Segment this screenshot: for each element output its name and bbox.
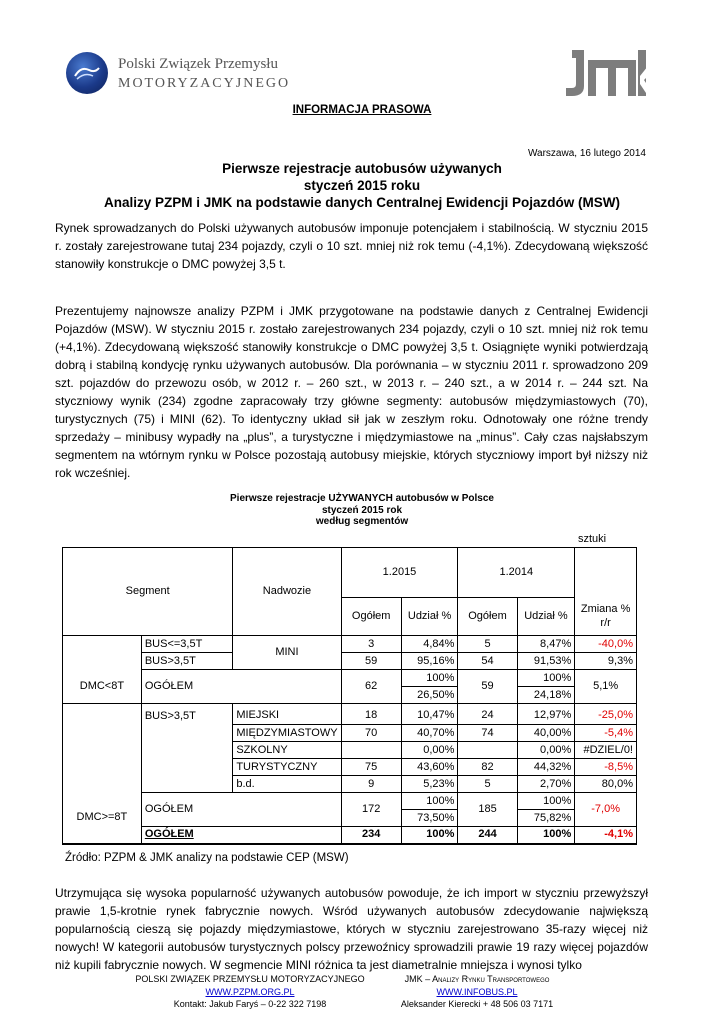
subtotal-label: OGÓŁEM [141,793,233,827]
cell: 100% [401,670,458,687]
cell: 44,32% [517,759,575,776]
header-2014: 1.2014 [458,548,575,598]
cell: 82 [458,759,517,776]
title-line-3: Analizy PZPM i JMK na podstawie danych Centralnej Ewidencji Pojazdów (MSW) [103,195,621,210]
cell: 5,23% [401,776,458,793]
body-empty [141,776,233,793]
segment-dmc8plus: DMC>=8T [63,793,142,844]
cell: 59 [458,670,517,704]
body-empty [141,725,233,742]
segment-dmc8: DMC<8T [63,670,142,704]
title-line-1: Pierwsze rejestracje autobusów używanych [222,161,502,176]
cell: 100% [517,670,575,687]
cell: 4,84% [401,636,458,653]
header-segment: Segment [63,548,233,636]
cell: 24 [458,708,517,725]
cell-change: -7,0% [575,793,637,827]
footer-pzpm [115,973,385,1011]
body-type: MIĘDZYMIASTOWY [233,725,341,742]
cell [341,742,401,759]
pzpm-logo [62,44,291,104]
cell: 73,50% [401,810,458,827]
pzpm-name-line1: Polski Związek Przemysłu [118,56,278,72]
cell: 26,50% [401,687,458,704]
footer-link-jmk[interactable]: WWW.INFOBUS.PL [436,986,518,997]
cell-change: 80,0% [575,776,637,793]
table-title [0,493,724,528]
paragraph-intro: Rynek sprowadzanych do Polski używanych autobusów imponuje potencjałem i stabilnością. W styczniu 2015 r. zostały zarejestrowane tutaj 234 pojazdy, czyli o 10 szt. mniej niż rok temu (-4,1%). Zdecydowaną większość stanowiły konstrukcje o DMC powyżej 3,5 t. [55,221,648,271]
total-cell: 234 [341,827,401,844]
cell: 62 [341,670,401,704]
cell: 172 [341,793,401,827]
cell: 10,47% [401,708,458,725]
segment-dmc8plus-mid [63,725,142,742]
cell: 8,47% [517,636,575,653]
cell: 0,00% [517,742,575,759]
cell-change: 5,1% [575,670,637,704]
cell: 59 [341,653,401,670]
body-type: TURYSTYCZNY [233,759,341,776]
footer-jmk [382,973,572,1011]
cell [458,742,517,759]
cell: 100% [517,793,575,810]
segment-dmc8plus-mid [63,742,142,759]
cell-change: -5,4% [575,725,637,742]
cell: 40,00% [517,725,575,742]
cell: 75 [341,759,401,776]
cell: 70 [341,725,401,742]
title-line-2: styczeń 2015 roku [303,178,421,193]
header-zmiana-top [575,548,637,598]
footer-org-jmk: JMK – Analizy Rynku Transportowego [404,974,550,984]
cell: 185 [458,793,517,827]
cell: 18 [341,708,401,725]
cell: 3 [341,636,401,653]
pzpm-emblem-icon [66,52,108,94]
table-title-line1: Pierwsze rejestracje UŻYWANYCH autobusów w Polsce [230,493,494,504]
body-bus-gt2: BUS>3,5T [141,708,233,725]
cell: 24,18% [517,687,575,704]
cell: 75,82% [517,810,575,827]
body-type: SZKOLNY [233,742,341,759]
cell: 40,70% [401,725,458,742]
release-date: Warszawa, 16 lutego 2014 [527,148,646,159]
header-udzial-2014: Udział % [517,598,575,636]
cell: 12,97% [517,708,575,725]
cell-change: #DZIEL/0! [575,742,637,759]
cell: 95,16% [401,653,458,670]
segment-dmc8-top [63,636,142,653]
cell: 0,00% [401,742,458,759]
subtotal-label: OGÓŁEM [141,670,233,704]
footer-link-pzpm[interactable]: WWW.PZPM.ORG.PL [205,986,295,997]
subtotal-empty [233,670,341,704]
press-release-label: INFORMACJA PRASOWA [292,104,432,116]
paragraph-analysis: Prezentujemy najnowsze analizy PZPM i JMK przygotowane na podstawie danych z Centralnej Ewidencji Pojazdów (MSW). W styczniu 2015 r. zostało zarejestrowanych 234 pojazdy, czyli o 10 szt. mniej niż rok temu (+4,1%). Zdecydowaną większość stanowiły konstrukcje o DMC powyżej 3,5 t. Osiągnięte wyniki potwierdzają dobrą i stabilną kondycję rynku używanych autobusów. Dla porównania – w styczniu 2011 r. sprowadzono 209 szt. pojazdów do przewozu osób, w 2012 r. – 260 szt., w 2013 r. – 240 szt., a w 2014 r. – 244 szt. Na styczniowy wynik (234) zgodne zapracowały trzy główne segmenty: autobusów międzymiastowych (70), turystycznych (75) i MINI (62). To identyczny układ sił jak w zeszłym roku. Odnotowały one różne trendy sprzedaży – minibusy wypadły na „plus”, a turystyczne i międzymiastowe na „minus”. Cały czas najsłabszym segmentem na wtórnym rynku w Polsce pozostają autobusy miejskie, których styczniowy import był niższy niż rok wcześniej. [55,304,648,480]
header-ogolem-2015: Ogółem [341,598,401,636]
cell: 5 [458,776,517,793]
table-unit: sztuki [578,533,607,545]
total-cell: 100% [517,827,575,844]
segment-dmc8-mid [63,653,142,670]
cell: 43,60% [401,759,458,776]
header-nadwozie: Nadwozie [233,548,341,636]
header-ogolem-2014: Ogółem [458,598,517,636]
footer-org-pzpm: POLSKI ZWIĄZEK PRZEMYSŁU MOTORYZACYJNEGO [135,974,365,984]
header-zmiana: Zmiana % r/r [575,598,637,636]
total-cell: 100% [401,827,458,844]
cell: 100% [401,793,458,810]
body-empty [141,759,233,776]
total-cell: 244 [458,827,517,844]
segment-dmc8plus-mid [63,776,142,793]
segment-dmc8plus-mid [63,759,142,776]
cell: 91,53% [517,653,575,670]
body-bus-le: BUS<=3,5T [141,636,233,653]
body-mini: MINI [233,636,341,670]
segment-dmc8plus-top [63,708,142,725]
total-empty [233,827,341,844]
cell-change: -8,5% [575,759,637,776]
cell: 5 [458,636,517,653]
body-type: MIEJSKI [233,708,341,725]
cell: 74 [458,725,517,742]
body-type: b.d. [233,776,341,793]
table-title-line3: według segmentów [315,516,409,527]
header-2015: 1.2015 [341,548,458,598]
cell-change: -40,0% [575,636,637,653]
document-title [0,160,724,211]
footer-contact-jmk: Aleksander Kierecki + 48 506 03 7171 [400,999,554,1009]
table-source: Źródło: PZPM & JMK analizy na podstawie CEP (MSW) [65,852,349,864]
jmk-logo [566,46,648,98]
cell: 2,70% [517,776,575,793]
total-label: OGÓŁEM [141,827,233,844]
table-title-line2: styczeń 2015 rok [321,504,403,516]
cell: 54 [458,653,517,670]
cell-change: -25,0% [575,708,637,725]
total-change: -4,1% [575,827,637,844]
body-empty [141,742,233,759]
cell: 9 [341,776,401,793]
cell-change: 9,3% [575,653,637,670]
header-udzial-2015: Udział % [401,598,458,636]
subtotal-empty [233,793,341,827]
segments-table [62,547,637,845]
pzpm-name-line2: MOTORYZACYJNEGO [118,76,291,91]
body-bus-gt: BUS>3,5T [141,653,233,670]
footer-contact-pzpm: Kontakt: Jakub Faryś – 0-22 322 7198 [173,999,327,1009]
paragraph-comparison: Utrzymująca się wysoka popularność używanych autobusów powoduje, że ich import w styczniu przewyższył prawie 1,5-krotnie rynek fabrycznie nowych. Wśród używanych autobusów zdecydowanie największą popularnością cieszą się pojazdy międzymiastowe, których w styczniu zarejestrowano 35-razy więcej niż nowych! W kategorii autobusów turystycznych polscy przewoźnicy sprowadzili prawie 19 razy więcej pojazdów niż kupili fabrycznie nowych. W segmencie MINI różnica ta jest diametralnie mniejsza i wynosi tylko [55,886,648,972]
